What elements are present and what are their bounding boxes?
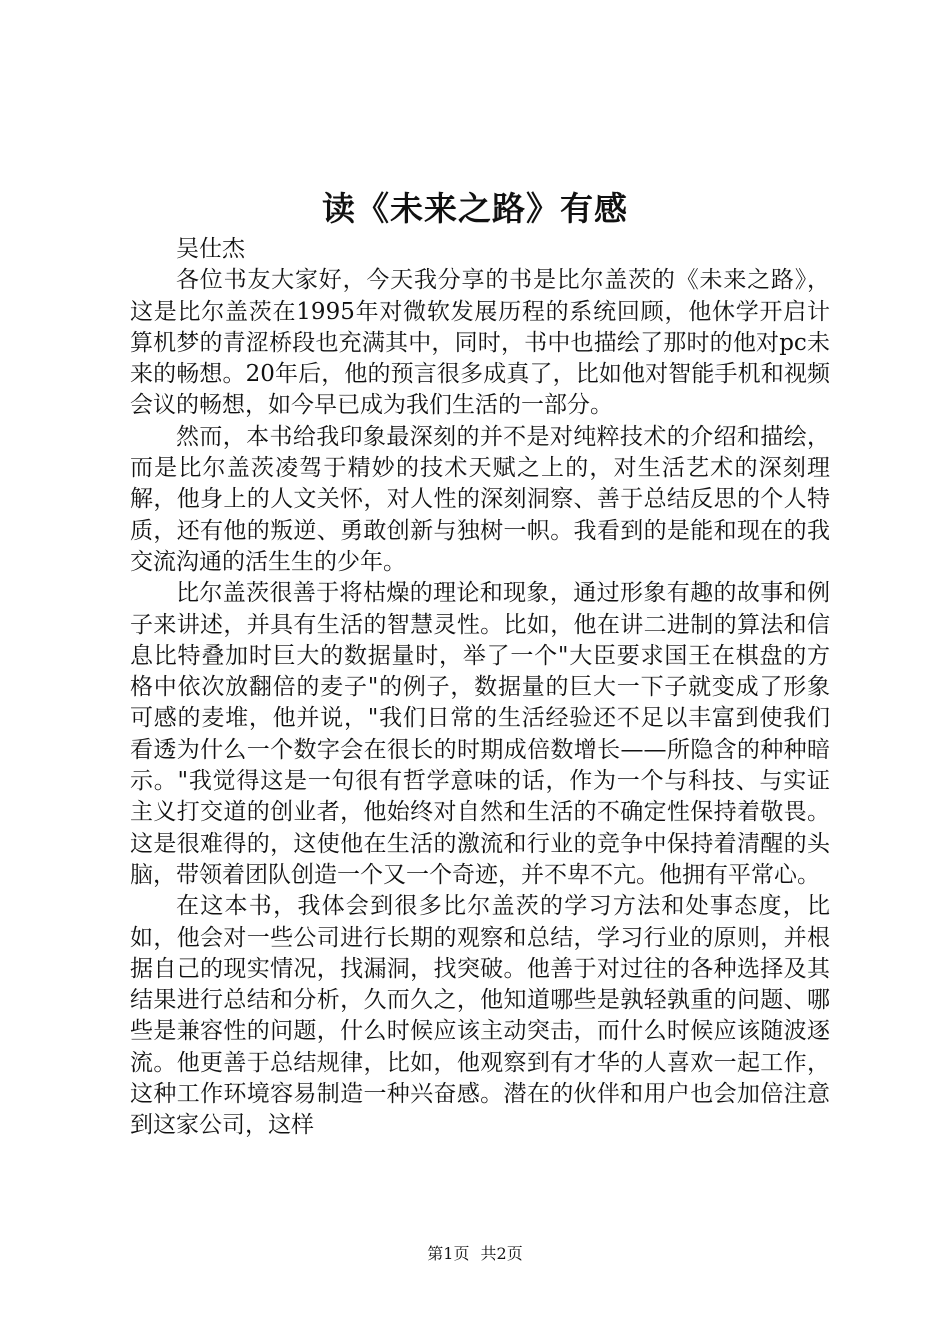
document-body: [130, 234, 830, 1142]
paragraph-4: 在这本书，我体会到很多比尔盖茨的学习方法和处事态度，比如，他会对一些公司进行长期的观察和总结，学习行业的原则，并根据自己的现实情况，找漏洞，找突破。他善于对过往的各种选择及其结果进行总结和分析，久而久之，他知道哪些是孰轻孰重的问题、哪些是兼容性的问题，什么时候应该主动突击，而什么时候应该随波逐流。他更善于总结规律，比如，他观察到有才华的人喜欢一起工作，这种工作环境容易制造一种兴奋感。潜在的伙伴和用户也会加倍注意到这家公司，这样: [130, 893, 830, 1139]
document-title: 读《未来之路》有感: [322, 189, 628, 228]
author-name: 吴仕杰: [176, 236, 245, 262]
page-total: 共2页: [480, 1244, 523, 1263]
page-number: 第1页: [427, 1244, 470, 1263]
page-footer: [0, 1243, 950, 1265]
paragraph-3: 比尔盖茨很善于将枯燥的理论和现象，通过形象有趣的故事和例子来讲述，并具有生活的智慧灵性。比如，他在讲二进制的算法和信息比特叠加时巨大的数据量时，举了一个"大臣要求国王在棋盘的方格中依次放翻倍的麦子"的例子，数据量的巨大一下子就变成了形象可感的麦堆，他并说，"我们日常的生活经验还不足以丰富到使我们看透为什么一个数字会在很长的时期成倍数增长——所隐含的种种暗示。"我觉得这是一句很有哲学意味的话，作为一个与科技、与实证主义打交道的创业者，他始终对自然和生活的不确定性保持着敬畏。这是很难得的，这使他在生活的激流和行业的竞争中保持着清醒的头脑，带领着团队创造一个又一个奇迹，并不卑不亢。他拥有平常心。: [130, 580, 830, 888]
paragraph-1: 各位书友大家好，今天我分享的书是比尔盖茨的《未来之路》，这是比尔盖茨在1995年对微软发展历程的系统回顾，他休学开启计算机梦的青涩桥段也充满其中，同时，书中也描绘了那时的他对pc未来的畅想。20年后，他的预言很多成真了，比如他对智能手机和视频会议的畅想，如今早已成为我们生活的一部分。: [130, 267, 830, 419]
paragraph-2: 然而，本书给我印象最深刻的并不是对纯粹技术的介绍和描绘，而是比尔盖茨凌驾于精妙的技术天赋之上的，对生活艺术的深刻理解，他身上的人文关怀，对人性的深刻洞察、善于总结反思的个人特质，还有他的叛逆、勇敢创新与独树一帜。我看到的是能和现在的我交流沟通的活生生的少年。: [130, 423, 830, 575]
